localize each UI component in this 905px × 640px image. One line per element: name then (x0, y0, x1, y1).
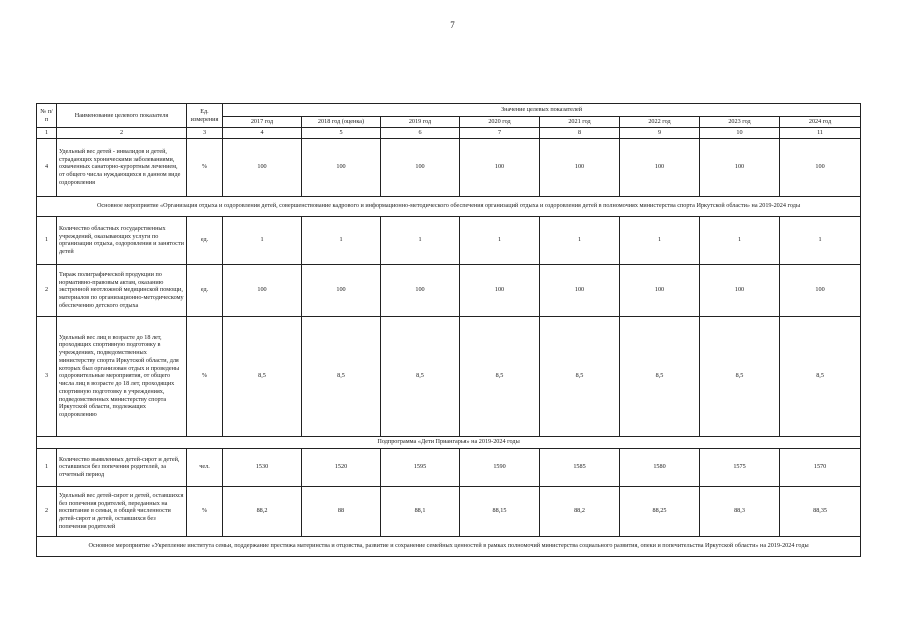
header-column-number: 10 (700, 128, 780, 139)
header-year: 2022 год (620, 117, 700, 128)
value-cell: 1570 (780, 448, 861, 486)
header-column-number: 7 (460, 128, 540, 139)
section-row (37, 436, 861, 448)
indicator-name: Удельный вес детей - инвалидов и детей, страдающих хроническими заболеваниями, охваченных санаторно-курортным лечением, от общего числа нуждающихся в данном виде оздоровления (57, 138, 187, 196)
page-number: 7 (450, 20, 455, 30)
table-body (37, 138, 861, 556)
value-cell: 100 (460, 138, 540, 196)
value-cell: 100 (223, 264, 302, 316)
header-column-number: 1 (37, 128, 57, 139)
header-num: № п/п (37, 104, 57, 128)
section-title: Основное мероприятие «Укрепление института семьи, поддержание престижа материнства и отцовства, развитие и сохранение семейных ценностей в рамках полномочий министерства социального развития, опеки и попечительства Иркутской области» на 2019-2024 годы (37, 536, 861, 556)
table-row (37, 316, 861, 436)
value-cell: 8,5 (223, 316, 302, 436)
value-cell: 8,5 (381, 316, 460, 436)
indicator-name: Удельный вес лиц в возрасте до 18 лет, проходящих спортивную подготовку в учреждениях, подведомственных министерству спорта Иркутской области, для которых был организован отдых и проведены оздоровительные мероприятия, от общего числа лиц в возрасте до 18 лет, проходящих спортивную подготовку в учреждениях, подведомственных министерству спорта Иркутской области, подлежащих оздоровлению (57, 316, 187, 436)
value-cell: 1 (620, 216, 700, 264)
unit-cell: % (187, 316, 223, 436)
row-number: 1 (37, 216, 57, 264)
table-row (37, 486, 861, 536)
section-row (37, 196, 861, 216)
value-cell: 8,5 (302, 316, 381, 436)
table-row (37, 448, 861, 486)
value-cell: 100 (540, 264, 620, 316)
value-cell: 100 (780, 264, 861, 316)
header-column-number: 4 (223, 128, 302, 139)
row-number: 2 (37, 264, 57, 316)
value-cell: 1 (780, 216, 861, 264)
value-cell: 100 (223, 138, 302, 196)
value-cell: 88,15 (460, 486, 540, 536)
value-cell: 8,5 (620, 316, 700, 436)
value-cell: 100 (381, 138, 460, 196)
header-year: 2021 год (540, 117, 620, 128)
indicator-name: Количество областных государственных учреждений, оказывающих услуги по организации отдыха, оздоровления и занятости детей (57, 216, 187, 264)
value-cell: 1 (540, 216, 620, 264)
value-cell: 100 (700, 264, 780, 316)
header-column-number: 2 (57, 128, 187, 139)
header-year: 2019 год (381, 117, 460, 128)
header-column-number: 3 (187, 128, 223, 139)
unit-cell: % (187, 138, 223, 196)
value-cell: 88,25 (620, 486, 700, 536)
value-cell: 1 (223, 216, 302, 264)
value-cell: 1580 (620, 448, 700, 486)
unit-cell: % (187, 486, 223, 536)
value-cell: 88,35 (780, 486, 861, 536)
row-number: 1 (37, 448, 57, 486)
table-row (37, 216, 861, 264)
value-cell: 88,3 (700, 486, 780, 536)
value-cell: 88,2 (223, 486, 302, 536)
table-row (37, 138, 861, 196)
value-cell: 8,5 (700, 316, 780, 436)
indicator-name: Тираж полиграфической продукции по нормативно-правовым актам, оказанию экстренной неотложной медицинской помощи, материалов по организационно-методическому обеспечению детского отдыха (57, 264, 187, 316)
value-cell: 88 (302, 486, 381, 536)
value-cell: 1530 (223, 448, 302, 486)
indicator-name: Количество выявленных детей-сирот и детей, оставшихся без попечения родителей, за отчетный период (57, 448, 187, 486)
indicators-table (36, 103, 861, 557)
unit-cell: ед. (187, 216, 223, 264)
value-cell: 1590 (460, 448, 540, 486)
header-column-numbers-row (37, 128, 861, 139)
value-cell: 1585 (540, 448, 620, 486)
section-title: Основное мероприятие «Организация отдыха и оздоровления детей, совершенствование кадрового и информационно-методического обеспечения организаций отдыха и оздоровления детей в полномочиях министерства спорта Иркутской области» на 2019-2024 годы (37, 196, 861, 216)
header-name: Наименование целевого показателя (57, 104, 187, 128)
value-cell: 100 (381, 264, 460, 316)
row-number: 3 (37, 316, 57, 436)
header-year: 2024 год (780, 117, 861, 128)
value-cell: 1 (700, 216, 780, 264)
value-cell: 1 (460, 216, 540, 264)
value-cell: 100 (302, 264, 381, 316)
header-values-group: Значение целевых показателей (223, 104, 861, 117)
value-cell: 1 (381, 216, 460, 264)
section-row (37, 536, 861, 556)
value-cell: 1595 (381, 448, 460, 486)
row-number: 4 (37, 138, 57, 196)
value-cell: 100 (700, 138, 780, 196)
header-unit: Ед. измерения (187, 104, 223, 128)
section-title: Подпрограмма «Дети Приангарья» на 2019-2024 годы (37, 436, 861, 448)
value-cell: 100 (540, 138, 620, 196)
header-column-number: 11 (780, 128, 861, 139)
value-cell: 88,2 (540, 486, 620, 536)
value-cell: 8,5 (780, 316, 861, 436)
value-cell: 100 (780, 138, 861, 196)
value-cell: 100 (620, 264, 700, 316)
indicator-name: Удельный вес детей-сирот и детей, оставшихся без попечения родителей, переданных на воспитание в семьи, в общей численности детей-сирот и детей, оставшихся без попечения родителей (57, 486, 187, 536)
value-cell: 1520 (302, 448, 381, 486)
table-row (37, 264, 861, 316)
value-cell: 100 (460, 264, 540, 316)
value-cell: 8,5 (540, 316, 620, 436)
value-cell: 100 (302, 138, 381, 196)
value-cell: 8,5 (460, 316, 540, 436)
header-column-number: 6 (381, 128, 460, 139)
header-year: 2023 год (700, 117, 780, 128)
value-cell: 1 (302, 216, 381, 264)
unit-cell: чел. (187, 448, 223, 486)
header-column-number: 8 (540, 128, 620, 139)
header-column-number: 9 (620, 128, 700, 139)
header-year: 2017 год (223, 117, 302, 128)
value-cell: 100 (620, 138, 700, 196)
unit-cell: ед. (187, 264, 223, 316)
header-year: 2018 год (оценка) (302, 117, 381, 128)
row-number: 2 (37, 486, 57, 536)
value-cell: 1575 (700, 448, 780, 486)
header-column-number: 5 (302, 128, 381, 139)
value-cell: 88,1 (381, 486, 460, 536)
header-year: 2020 год (460, 117, 540, 128)
